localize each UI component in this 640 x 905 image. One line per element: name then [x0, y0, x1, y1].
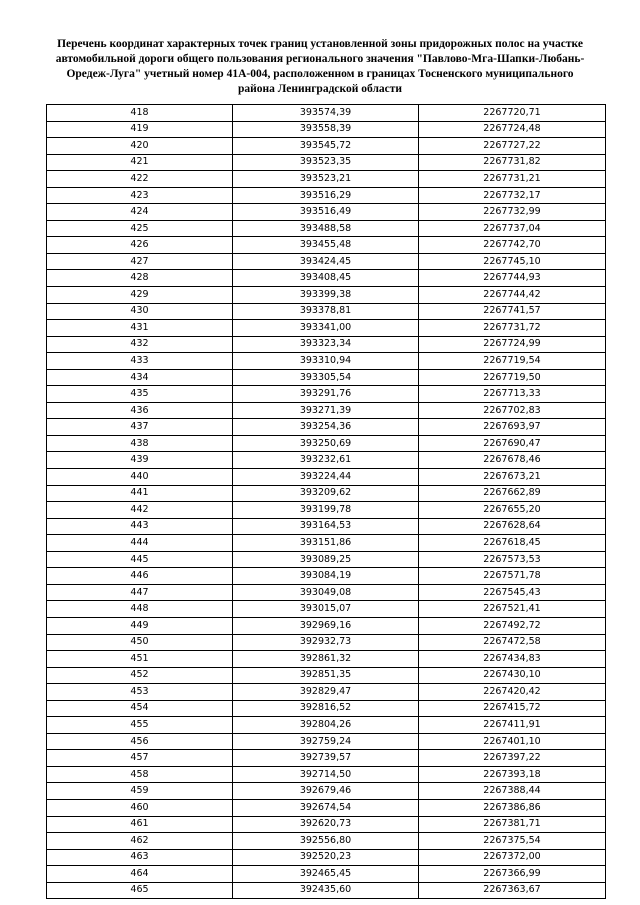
title-line: Оредеж-Луга" учетный номер 41А-004, расположенном в границах Тосненского муниципального — [66, 68, 574, 80]
point-number-cell: 450 — [47, 634, 233, 651]
coordinate-x-cell: 393232,61 — [233, 452, 419, 469]
point-number-cell: 423 — [47, 187, 233, 204]
table-row — [47, 336, 606, 353]
point-number-cell: 461 — [47, 816, 233, 833]
coordinate-y-cell: 2267731,21 — [419, 171, 606, 188]
coordinate-x-cell: 393408,45 — [233, 270, 419, 287]
coordinate-y-cell: 2267713,33 — [419, 386, 606, 403]
coordinates-table-body — [47, 105, 606, 899]
point-number-cell: 436 — [47, 402, 233, 419]
coordinate-y-cell: 2267678,46 — [419, 452, 606, 469]
coordinate-x-cell: 392674,54 — [233, 799, 419, 816]
coordinate-y-cell: 2267420,42 — [419, 684, 606, 701]
table-row — [47, 551, 606, 568]
point-number-cell: 463 — [47, 849, 233, 866]
coordinate-y-cell: 2267731,82 — [419, 154, 606, 171]
coordinate-x-cell: 393209,62 — [233, 485, 419, 502]
coordinate-x-cell: 393516,29 — [233, 187, 419, 204]
point-number-cell: 424 — [47, 204, 233, 221]
coordinate-x-cell: 393378,81 — [233, 303, 419, 320]
coordinate-x-cell: 393516,49 — [233, 204, 419, 221]
document-title — [40, 37, 600, 97]
coordinate-x-cell: 393523,35 — [233, 154, 419, 171]
point-number-cell: 418 — [47, 105, 233, 122]
coordinate-y-cell: 2267693,97 — [419, 419, 606, 436]
coordinate-x-cell: 393250,69 — [233, 435, 419, 452]
point-number-cell: 432 — [47, 336, 233, 353]
table-row — [47, 866, 606, 883]
table-row — [47, 535, 606, 552]
coordinate-y-cell: 2267690,47 — [419, 435, 606, 452]
coordinate-x-cell: 393488,58 — [233, 220, 419, 237]
coordinate-y-cell: 2267731,72 — [419, 320, 606, 337]
table-row — [47, 882, 606, 899]
coordinate-x-cell: 393341,00 — [233, 320, 419, 337]
table-row — [47, 684, 606, 701]
coordinate-x-cell: 393558,39 — [233, 121, 419, 138]
coordinate-y-cell: 2267662,89 — [419, 485, 606, 502]
point-number-cell: 465 — [47, 882, 233, 899]
coordinate-x-cell: 393015,07 — [233, 601, 419, 618]
coordinate-x-cell: 392620,73 — [233, 816, 419, 833]
coordinate-y-cell: 2267744,42 — [419, 287, 606, 304]
point-number-cell: 431 — [47, 320, 233, 337]
table-row — [47, 601, 606, 618]
point-number-cell: 438 — [47, 435, 233, 452]
coordinate-y-cell: 2267388,44 — [419, 783, 606, 800]
coordinate-y-cell: 2267742,70 — [419, 237, 606, 254]
point-number-cell: 420 — [47, 138, 233, 155]
point-number-cell: 446 — [47, 568, 233, 585]
table-row — [47, 452, 606, 469]
table-row — [47, 667, 606, 684]
table-row — [47, 386, 606, 403]
point-number-cell: 453 — [47, 684, 233, 701]
point-number-cell: 427 — [47, 253, 233, 270]
coordinate-x-cell: 393089,25 — [233, 551, 419, 568]
table-row — [47, 518, 606, 535]
table-row — [47, 402, 606, 419]
point-number-cell: 435 — [47, 386, 233, 403]
coordinate-x-cell: 393323,34 — [233, 336, 419, 353]
coordinate-x-cell: 393305,54 — [233, 369, 419, 386]
coordinate-y-cell: 2267545,43 — [419, 584, 606, 601]
table-row — [47, 369, 606, 386]
coordinate-x-cell: 392556,80 — [233, 833, 419, 850]
coordinate-x-cell: 392714,50 — [233, 766, 419, 783]
coordinate-y-cell: 2267415,72 — [419, 700, 606, 717]
coordinate-y-cell: 2267492,72 — [419, 617, 606, 634]
point-number-cell: 422 — [47, 171, 233, 188]
point-number-cell: 443 — [47, 518, 233, 535]
coordinate-x-cell: 392829,47 — [233, 684, 419, 701]
coordinate-y-cell: 2267673,21 — [419, 469, 606, 486]
table-row — [47, 849, 606, 866]
coordinate-x-cell: 393049,08 — [233, 584, 419, 601]
point-number-cell: 460 — [47, 799, 233, 816]
coordinate-y-cell: 2267719,50 — [419, 369, 606, 386]
table-row — [47, 303, 606, 320]
title-line: автомобильной дороги общего пользования регионального значения "Павлово-Мга-Шапки-Любань- — [55, 53, 585, 65]
point-number-cell: 441 — [47, 485, 233, 502]
point-number-cell: 454 — [47, 700, 233, 717]
coordinate-y-cell: 2267366,99 — [419, 866, 606, 883]
coordinate-x-cell: 393574,39 — [233, 105, 419, 122]
coordinate-y-cell: 2267745,10 — [419, 253, 606, 270]
coordinate-x-cell: 393224,44 — [233, 469, 419, 486]
point-number-cell: 433 — [47, 353, 233, 370]
point-number-cell: 449 — [47, 617, 233, 634]
table-row — [47, 634, 606, 651]
table-row — [47, 617, 606, 634]
coordinate-x-cell: 393164,53 — [233, 518, 419, 535]
coordinate-x-cell: 392969,16 — [233, 617, 419, 634]
table-row — [47, 353, 606, 370]
coordinate-y-cell: 2267618,45 — [419, 535, 606, 552]
coordinate-x-cell: 392804,26 — [233, 717, 419, 734]
table-row — [47, 568, 606, 585]
coordinate-y-cell: 2267472,58 — [419, 634, 606, 651]
coordinate-y-cell: 2267737,04 — [419, 220, 606, 237]
point-number-cell: 425 — [47, 220, 233, 237]
table-row — [47, 783, 606, 800]
coordinate-x-cell: 392435,60 — [233, 882, 419, 899]
table-row — [47, 204, 606, 221]
coordinate-x-cell: 393254,36 — [233, 419, 419, 436]
point-number-cell: 440 — [47, 469, 233, 486]
point-number-cell: 430 — [47, 303, 233, 320]
point-number-cell: 459 — [47, 783, 233, 800]
coordinate-x-cell: 393523,21 — [233, 171, 419, 188]
coordinate-x-cell: 393271,39 — [233, 402, 419, 419]
coordinate-x-cell: 393151,86 — [233, 535, 419, 552]
coordinate-y-cell: 2267401,10 — [419, 733, 606, 750]
table-row — [47, 502, 606, 519]
coordinate-y-cell: 2267430,10 — [419, 667, 606, 684]
table-row — [47, 733, 606, 750]
point-number-cell: 458 — [47, 766, 233, 783]
coordinate-y-cell: 2267571,78 — [419, 568, 606, 585]
table-row — [47, 237, 606, 254]
point-number-cell: 429 — [47, 287, 233, 304]
point-number-cell: 455 — [47, 717, 233, 734]
table-row — [47, 750, 606, 767]
coordinate-y-cell: 2267727,22 — [419, 138, 606, 155]
coordinate-y-cell: 2267724,48 — [419, 121, 606, 138]
coordinate-y-cell: 2267744,93 — [419, 270, 606, 287]
coordinate-y-cell: 2267732,99 — [419, 204, 606, 221]
table-row — [47, 469, 606, 486]
point-number-cell: 451 — [47, 651, 233, 668]
coordinate-y-cell: 2267732,17 — [419, 187, 606, 204]
table-row — [47, 270, 606, 287]
coordinates-table — [46, 104, 606, 899]
table-row — [47, 766, 606, 783]
coordinate-y-cell: 2267375,54 — [419, 833, 606, 850]
point-number-cell: 464 — [47, 866, 233, 883]
table-row — [47, 833, 606, 850]
table-row — [47, 651, 606, 668]
table-row — [47, 154, 606, 171]
coordinate-x-cell: 392932,73 — [233, 634, 419, 651]
coordinate-y-cell: 2267411,91 — [419, 717, 606, 734]
coordinate-x-cell: 392861,32 — [233, 651, 419, 668]
table-row — [47, 105, 606, 122]
point-number-cell: 421 — [47, 154, 233, 171]
coordinate-y-cell: 2267655,20 — [419, 502, 606, 519]
title-line: района Ленинградской области — [237, 83, 403, 95]
coordinate-y-cell: 2267521,41 — [419, 601, 606, 618]
table-row — [47, 220, 606, 237]
coordinate-x-cell: 393399,38 — [233, 287, 419, 304]
table-row — [47, 816, 606, 833]
coordinate-y-cell: 2267386,86 — [419, 799, 606, 816]
coordinate-x-cell: 393310,94 — [233, 353, 419, 370]
point-number-cell: 457 — [47, 750, 233, 767]
table-row — [47, 584, 606, 601]
table-row — [47, 799, 606, 816]
point-number-cell: 419 — [47, 121, 233, 138]
table-row — [47, 171, 606, 188]
point-number-cell: 426 — [47, 237, 233, 254]
point-number-cell: 444 — [47, 535, 233, 552]
coordinate-x-cell: 393424,45 — [233, 253, 419, 270]
table-row — [47, 485, 606, 502]
point-number-cell: 456 — [47, 733, 233, 750]
point-number-cell: 439 — [47, 452, 233, 469]
coordinate-x-cell: 393199,78 — [233, 502, 419, 519]
coordinate-x-cell: 393455,48 — [233, 237, 419, 254]
table-row — [47, 287, 606, 304]
coordinate-x-cell: 393545,72 — [233, 138, 419, 155]
coordinate-y-cell: 2267363,67 — [419, 882, 606, 899]
coordinate-x-cell: 392851,35 — [233, 667, 419, 684]
coordinate-x-cell: 393291,76 — [233, 386, 419, 403]
point-number-cell: 452 — [47, 667, 233, 684]
coordinate-x-cell: 392816,52 — [233, 700, 419, 717]
point-number-cell: 434 — [47, 369, 233, 386]
point-number-cell: 437 — [47, 419, 233, 436]
table-row — [47, 253, 606, 270]
point-number-cell: 428 — [47, 270, 233, 287]
coordinate-x-cell: 392465,45 — [233, 866, 419, 883]
coordinate-y-cell: 2267372,00 — [419, 849, 606, 866]
coordinate-x-cell: 392739,57 — [233, 750, 419, 767]
point-number-cell: 448 — [47, 601, 233, 618]
coordinate-y-cell: 2267573,53 — [419, 551, 606, 568]
coordinate-y-cell: 2267719,54 — [419, 353, 606, 370]
point-number-cell: 442 — [47, 502, 233, 519]
table-row — [47, 320, 606, 337]
point-number-cell: 462 — [47, 833, 233, 850]
table-row — [47, 187, 606, 204]
coordinate-x-cell: 392759,24 — [233, 733, 419, 750]
coordinate-y-cell: 2267628,64 — [419, 518, 606, 535]
coordinate-y-cell: 2267381,71 — [419, 816, 606, 833]
point-number-cell: 447 — [47, 584, 233, 601]
coordinate-x-cell: 392520,23 — [233, 849, 419, 866]
table-row — [47, 121, 606, 138]
coordinate-y-cell: 2267434,83 — [419, 651, 606, 668]
coordinate-y-cell: 2267397,22 — [419, 750, 606, 767]
table-row — [47, 717, 606, 734]
point-number-cell: 445 — [47, 551, 233, 568]
coordinate-y-cell: 2267393,18 — [419, 766, 606, 783]
table-row — [47, 435, 606, 452]
table-row — [47, 138, 606, 155]
table-row — [47, 700, 606, 717]
coordinate-x-cell: 392679,46 — [233, 783, 419, 800]
coordinate-x-cell: 393084,19 — [233, 568, 419, 585]
table-row — [47, 419, 606, 436]
coordinate-y-cell: 2267724,99 — [419, 336, 606, 353]
coordinate-y-cell: 2267702,83 — [419, 402, 606, 419]
coordinate-y-cell: 2267720,71 — [419, 105, 606, 122]
title-line: Перечень координат характерных точек границ установленной зоны придорожных полос на участке — [57, 38, 583, 50]
coordinate-y-cell: 2267741,57 — [419, 303, 606, 320]
